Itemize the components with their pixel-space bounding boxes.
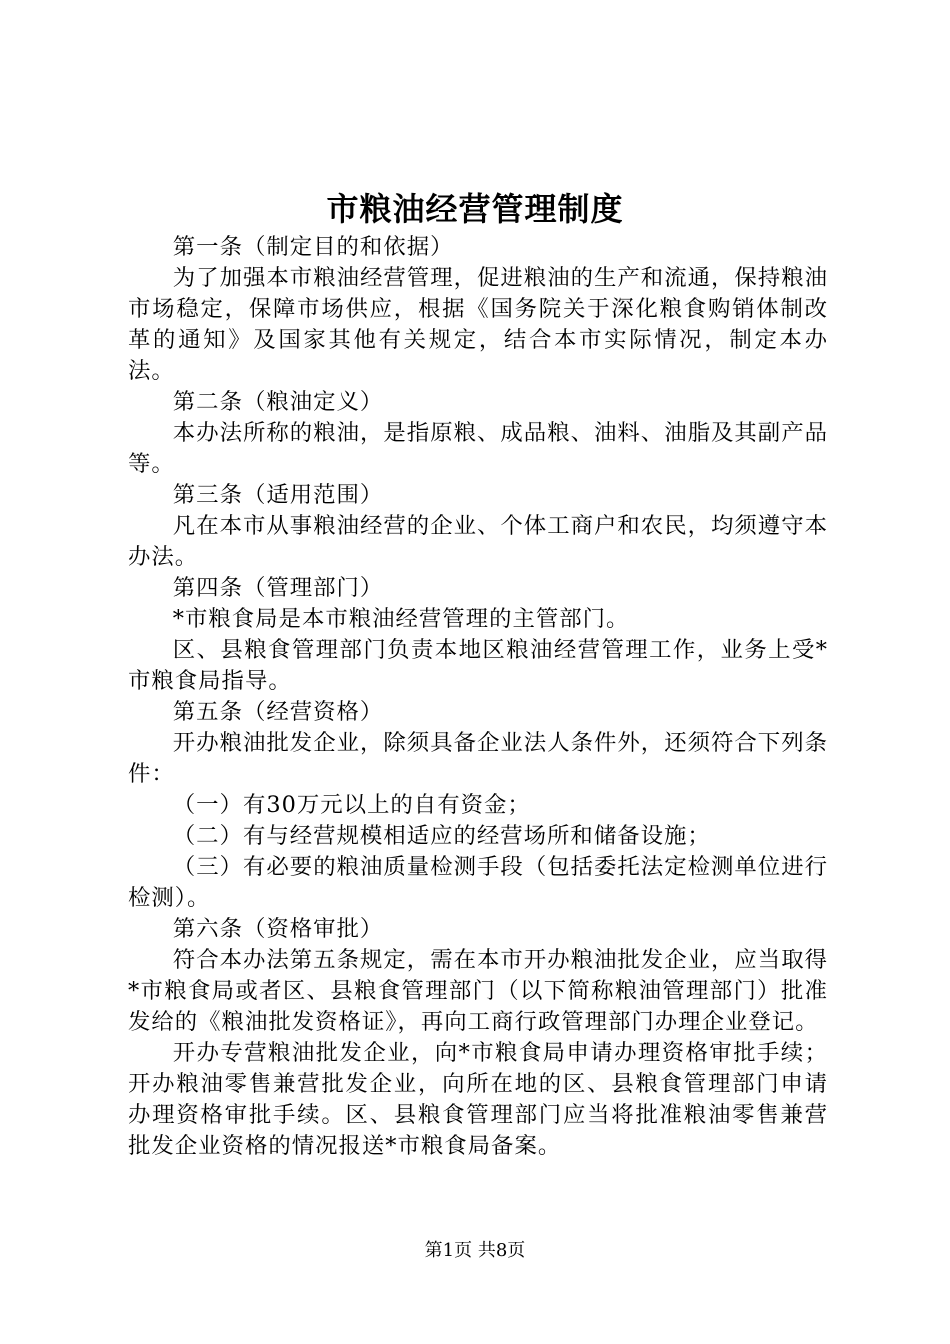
article-2-text: 本办法所称的粮油，是指原粮、成品粮、油料、油脂及其副产品等。 <box>128 420 828 477</box>
article-2-heading: 第二条（粮油定义） <box>172 389 384 415</box>
article-1-text: 为了加强本市粮油经营管理，促进粮油的生产和流通，保持粮油市场稳定，保障市场供应，根据《国务院关于深化粮食购销体制改革的通知》及国家其他有关规定，结合本市实际情况，制定本办法。 <box>128 265 828 384</box>
article-4-text-1: *市粮食局是本市粮油经营管理的主管部门。 <box>172 606 630 632</box>
article-6-heading: 第六条（资格审批） <box>172 916 384 942</box>
article-4-heading: 第四条（管理部门） <box>172 575 384 601</box>
page-number-footer: 第1页 共8页 <box>424 1240 526 1261</box>
article-5-item-2: （二）有与经营规模相适应的经营场所和储备设施； <box>172 823 711 849</box>
article-6-text-2: 开办专营粮油批发企业，向*市粮食局申请办理资格审批手续；开办粮油零售兼营批发企业，向所在地的区、县粮食管理部门申请办理资格审批手续。区、县粮食管理部门应当将批准粮油零售兼营批发企业资格的情况报送*市粮食局备案。 <box>128 1040 828 1159</box>
article-3-heading: 第三条（适用范围） <box>172 482 384 508</box>
document-body <box>128 232 828 1162</box>
article-3-text: 凡在本市从事粮油经营的企业、个体工商户和农民，均须遵守本办法。 <box>128 513 828 570</box>
article-6-text-1: 符合本办法第五条规定，需在本市开办粮油批发企业，应当取得*市粮食局或者区、县粮食管理部门（以下简称粮油管理部门）批准发给的《粮油批发资格证》，再向工商行政管理部门办理企业登记。 <box>128 947 828 1035</box>
article-1-heading: 第一条（制定目的和依据） <box>172 234 454 260</box>
article-5-text: 开办粮油批发企业，除须具备企业法人条件外，还须符合下列条件： <box>128 730 828 787</box>
article-5-item-3: （三）有必要的粮油质量检测手段（包括委托法定检测单位进行检测）。 <box>128 854 828 911</box>
document-title: 市粮油经营管理制度 <box>326 190 624 228</box>
article-5-heading: 第五条（经营资格） <box>172 699 384 725</box>
article-4-text-2: 区、县粮食管理部门负责本地区粮油经营管理工作，业务上受*市粮食局指导。 <box>128 637 828 694</box>
article-5-item-1: （一）有30万元以上的自有资金； <box>172 792 531 818</box>
